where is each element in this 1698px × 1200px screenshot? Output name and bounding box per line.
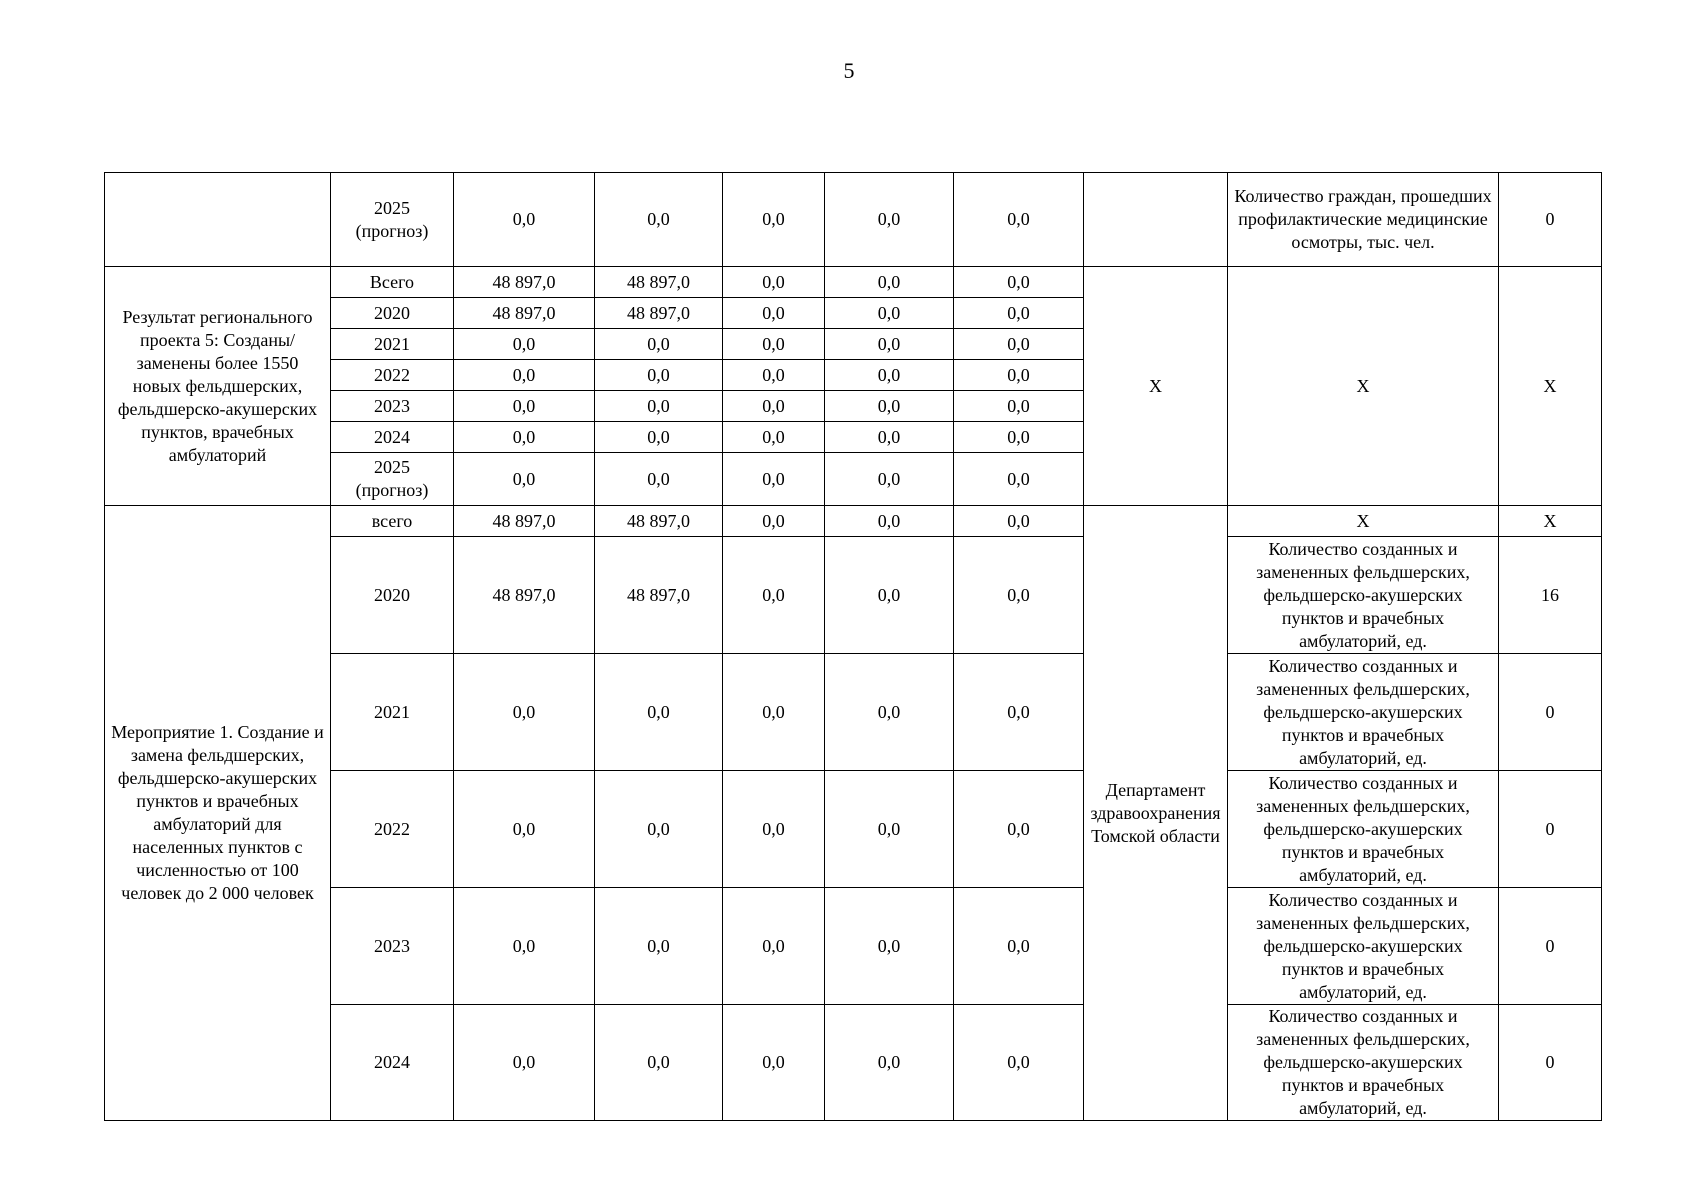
budget-table: [104, 172, 1602, 1121]
value-cell: 0,0: [454, 360, 595, 391]
table-row: [105, 506, 1602, 537]
value-cell: 0,0: [595, 360, 723, 391]
year-cell: 2024: [331, 1005, 454, 1121]
table-row: [105, 173, 1602, 267]
value-cell: 0,0: [723, 654, 825, 771]
value-cell: 0,0: [825, 391, 954, 422]
responsible-cell-empty: [1084, 173, 1228, 267]
label-cell-empty: [105, 173, 331, 267]
value-cell: 0,0: [454, 422, 595, 453]
year-cell: всего: [331, 506, 454, 537]
value-cell: 0,0: [954, 329, 1084, 360]
value-cell: 0,0: [723, 771, 825, 888]
value-cell: 0,0: [825, 267, 954, 298]
year-cell: 2023: [331, 391, 454, 422]
year-cell: 2022: [331, 771, 454, 888]
year-cell: 2025 (прогноз): [331, 173, 454, 267]
value-cell: 0,0: [825, 422, 954, 453]
value-cell: 0,0: [595, 1005, 723, 1121]
value-cell: 0,0: [954, 173, 1084, 267]
year-cell: 2023: [331, 888, 454, 1005]
value-cell: 0,0: [723, 506, 825, 537]
value-cell: 48 897,0: [595, 537, 723, 654]
value-cell: 0,0: [954, 267, 1084, 298]
indicator-value-x-cell: Х: [1499, 267, 1602, 506]
value-cell: 48 897,0: [454, 537, 595, 654]
result-label: Результат регионального проекта 5: Созданы/заменены более 1550 новых фельдшерских, фельдшерско-акушерских пунктов, врачебных амбулаторий: [105, 267, 331, 506]
value-cell: 0,0: [825, 771, 954, 888]
value-cell: 0,0: [954, 391, 1084, 422]
value-cell: 0,0: [954, 298, 1084, 329]
value-cell: 0,0: [454, 173, 595, 267]
value-cell: 0,0: [954, 771, 1084, 888]
table-row: [105, 267, 1602, 298]
value-cell: 0,0: [454, 1005, 595, 1121]
indicator-cell: Количество созданных и замененных фельдшерских, фельдшерско-акушерских пунктов и врачебных амбулаторий, ед.: [1228, 888, 1499, 1005]
indicator-cell: Количество созданных и замененных фельдшерских, фельдшерско-акушерских пунктов и врачебных амбулаторий, ед.: [1228, 654, 1499, 771]
table-body: [105, 173, 1602, 1121]
value-cell: 0,0: [954, 1005, 1084, 1121]
year-cell: 2024: [331, 422, 454, 453]
year-cell: 2020: [331, 298, 454, 329]
value-cell: 0,0: [954, 654, 1084, 771]
value-cell: 48 897,0: [454, 506, 595, 537]
value-cell: 0,0: [454, 391, 595, 422]
value-cell: 0,0: [595, 329, 723, 360]
indicator-cell: Количество созданных и замененных фельдшерских, фельдшерско-акушерских пунктов и врачебных амбулаторий, ед.: [1228, 1005, 1499, 1121]
indicator-cell: Количество созданных и замененных фельдшерских, фельдшерско-акушерских пунктов и врачебных амбулаторий, ед.: [1228, 771, 1499, 888]
value-cell: 0,0: [954, 506, 1084, 537]
value-cell: 0,0: [454, 329, 595, 360]
indicator-cell: Количество граждан, прошедших профилактические медицинские осмотры, тыс. чел.: [1228, 173, 1499, 267]
value-cell: 0,0: [723, 422, 825, 453]
value-cell: 0,0: [454, 654, 595, 771]
page-number: 5: [843, 58, 855, 83]
value-cell: 0,0: [454, 453, 595, 506]
value-cell: 48 897,0: [595, 298, 723, 329]
indicator-x-cell: Х: [1228, 267, 1499, 506]
value-cell: 0,0: [825, 654, 954, 771]
value-cell: 48 897,0: [454, 298, 595, 329]
value-cell: 0,0: [723, 173, 825, 267]
value-cell: 0,0: [454, 888, 595, 1005]
indicator-x-cell: Х: [1228, 506, 1499, 537]
year-cell: 2021: [331, 329, 454, 360]
indicator-cell: Количество созданных и замененных фельдшерских, фельдшерско-акушерских пунктов и врачебных амбулаторий, ед.: [1228, 537, 1499, 654]
value-cell: 0,0: [723, 360, 825, 391]
value-cell: 48 897,0: [595, 506, 723, 537]
responsible-x-cell: Х: [1084, 267, 1228, 506]
value-cell: 0,0: [595, 888, 723, 1005]
year-cell: 2022: [331, 360, 454, 391]
value-cell: 0,0: [954, 453, 1084, 506]
indicator-value-cell: Х: [1499, 506, 1602, 537]
value-cell: 0,0: [723, 298, 825, 329]
year-cell: 2021: [331, 654, 454, 771]
value-cell: 0,0: [723, 267, 825, 298]
indicator-value-cell: 0: [1499, 1005, 1602, 1121]
value-cell: 0,0: [825, 329, 954, 360]
value-cell: 0,0: [595, 771, 723, 888]
indicator-value-cell: 0: [1499, 654, 1602, 771]
value-cell: 0,0: [723, 391, 825, 422]
value-cell: 0,0: [825, 173, 954, 267]
value-cell: 0,0: [954, 360, 1084, 391]
value-cell: 0,0: [723, 453, 825, 506]
indicator-value-cell: 0: [1499, 771, 1602, 888]
value-cell: 0,0: [825, 453, 954, 506]
value-cell: 0,0: [954, 888, 1084, 1005]
value-cell: 48 897,0: [454, 267, 595, 298]
value-cell: 0,0: [595, 654, 723, 771]
value-cell: 0,0: [954, 422, 1084, 453]
value-cell: 0,0: [825, 888, 954, 1005]
value-cell: 0,0: [595, 173, 723, 267]
value-cell: 0,0: [825, 298, 954, 329]
year-cell: Всего: [331, 267, 454, 298]
value-cell: 0,0: [595, 453, 723, 506]
value-cell: 0,0: [723, 1005, 825, 1121]
value-cell: 0,0: [723, 329, 825, 360]
indicator-value-cell: 0: [1499, 173, 1602, 267]
measure-label: Мероприятие 1. Создание и замена фельдшерских, фельдшерско-акушерских пунктов и врачебных амбулаторий для населенных пунктов с численностью от 100 человек до 2 000 человек: [105, 506, 331, 1121]
value-cell: 0,0: [723, 537, 825, 654]
value-cell: 0,0: [825, 1005, 954, 1121]
year-cell: 2025 (прогноз): [331, 453, 454, 506]
value-cell: 0,0: [825, 506, 954, 537]
value-cell: 0,0: [595, 391, 723, 422]
value-cell: 0,0: [595, 422, 723, 453]
value-cell: 0,0: [723, 888, 825, 1005]
value-cell: 0,0: [454, 771, 595, 888]
year-cell: 2020: [331, 537, 454, 654]
value-cell: 48 897,0: [595, 267, 723, 298]
value-cell: 0,0: [825, 537, 954, 654]
indicator-value-cell: 16: [1499, 537, 1602, 654]
value-cell: 0,0: [825, 360, 954, 391]
indicator-value-cell: 0: [1499, 888, 1602, 1005]
responsible-cell: Департамент здравоохранения Томской области: [1084, 506, 1228, 1121]
value-cell: 0,0: [954, 537, 1084, 654]
